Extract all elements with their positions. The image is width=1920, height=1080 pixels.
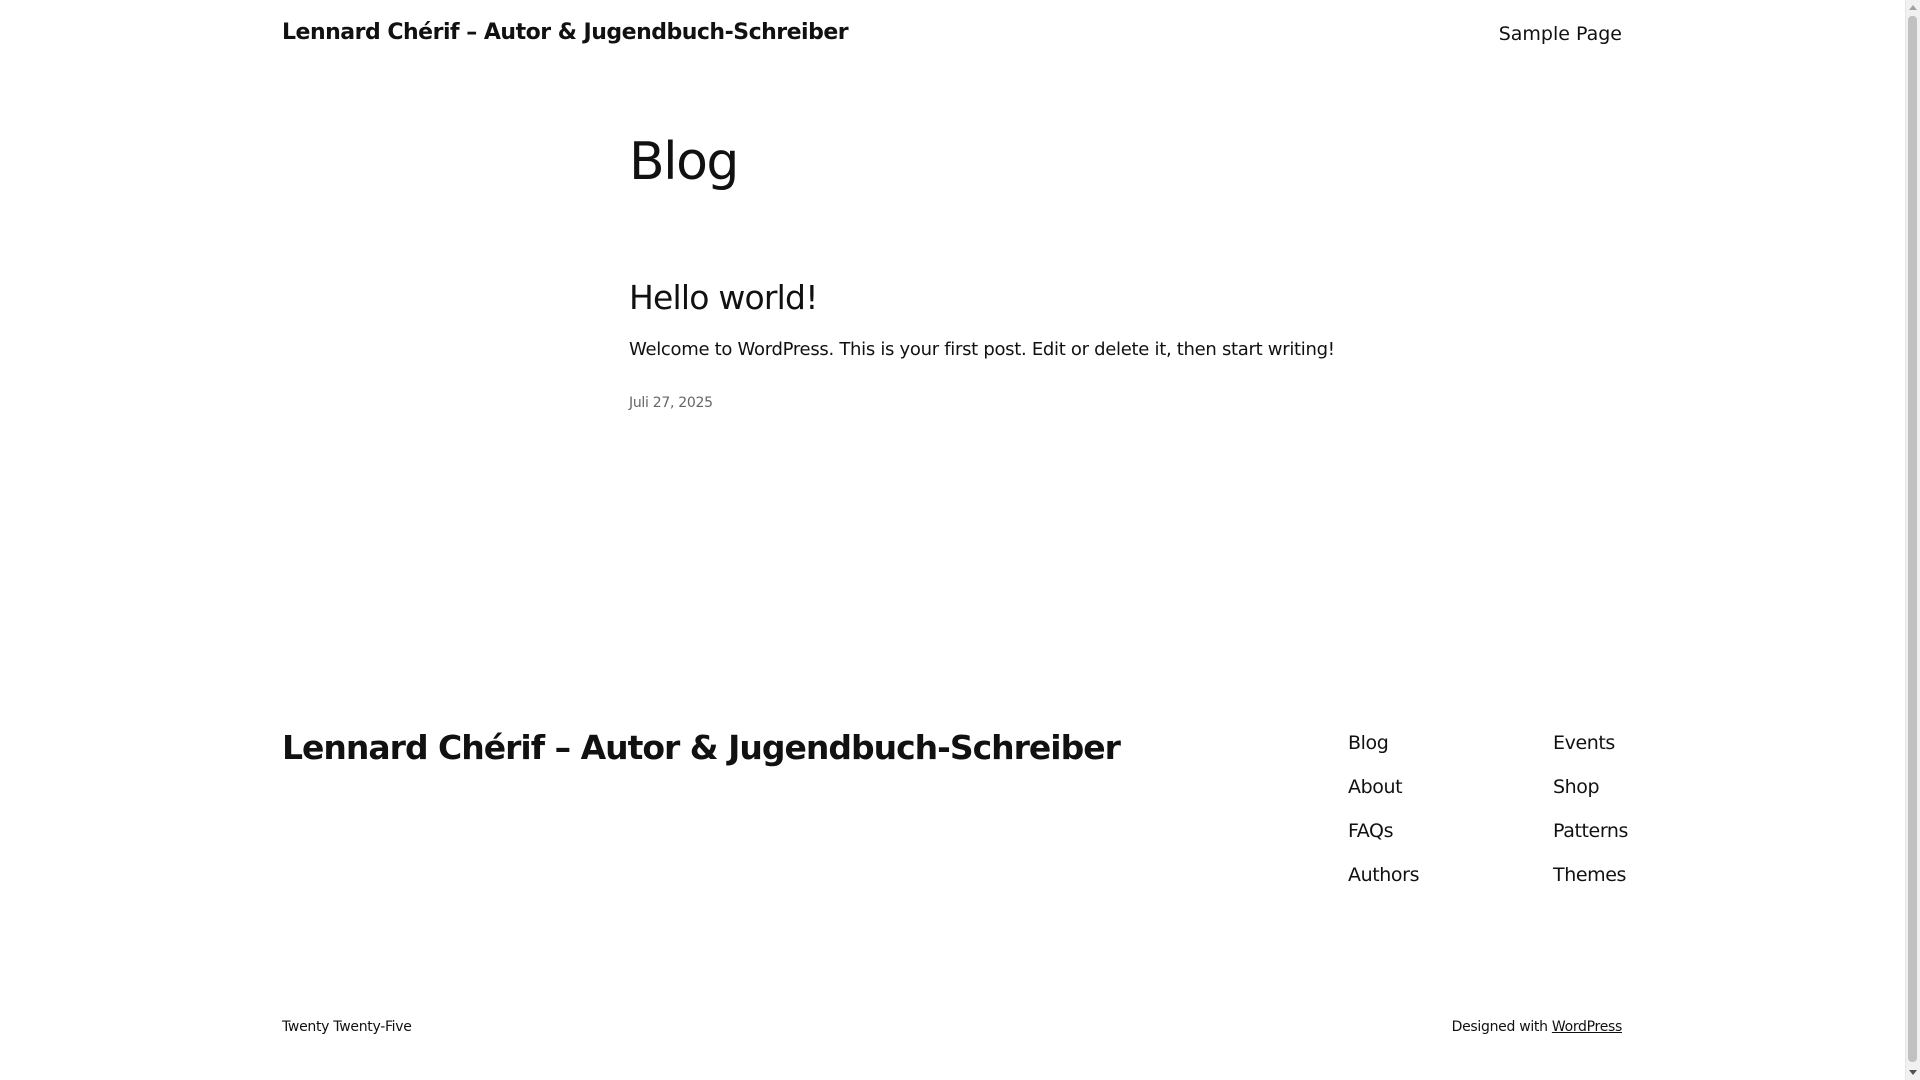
post-date-link[interactable]: Juli 27, 2025	[629, 395, 713, 411]
footer-nav-column-2	[1553, 732, 1628, 908]
scroll-down-arrow-icon[interactable]	[1909, 1070, 1917, 1075]
footer-site-title-link[interactable]: Lennard Chérif – Autor & Jugendbuch-Schreiber	[282, 728, 1120, 767]
footer-nav-item-authors[interactable]: Authors	[1348, 864, 1420, 886]
header-nav	[1499, 23, 1622, 45]
footer-nav-item-themes[interactable]: Themes	[1553, 864, 1627, 886]
scroll-up-arrow-icon[interactable]	[1909, 5, 1917, 10]
designed-with-credit	[1452, 1019, 1622, 1035]
post-excerpt: Welcome to WordPress. This is your first post. Edit or delete it, then start writing!	[629, 339, 1335, 360]
footer-nav-item-shop[interactable]: Shop	[1553, 776, 1600, 798]
page-title: Blog	[629, 132, 738, 192]
footer-nav-item-events[interactable]: Events	[1553, 732, 1615, 754]
footer-nav-column-1	[1348, 732, 1419, 908]
footer-nav-item-patterns[interactable]: Patterns	[1553, 820, 1629, 842]
footer-nav-item-about[interactable]: About	[1348, 776, 1403, 798]
post-title-link[interactable]: Hello world!	[629, 278, 818, 317]
nav-item-sample-page[interactable]: Sample Page	[1498, 23, 1622, 45]
theme-credit: Twenty Twenty-Five	[282, 1019, 412, 1035]
footer-nav-item-faqs[interactable]: FAQs	[1348, 820, 1394, 842]
footer-nav-item-blog[interactable]: Blog	[1348, 732, 1389, 754]
designed-with-text: Designed with	[1451, 1019, 1548, 1035]
wordpress-link[interactable]: WordPress	[1551, 1019, 1622, 1035]
vertical-scrollbar[interactable]	[1905, 0, 1920, 1080]
site-title-link[interactable]: Lennard Chérif – Autor & Jugendbuch-Schreiber	[282, 20, 849, 45]
scrollbar-thumb[interactable]	[1908, 16, 1917, 1062]
